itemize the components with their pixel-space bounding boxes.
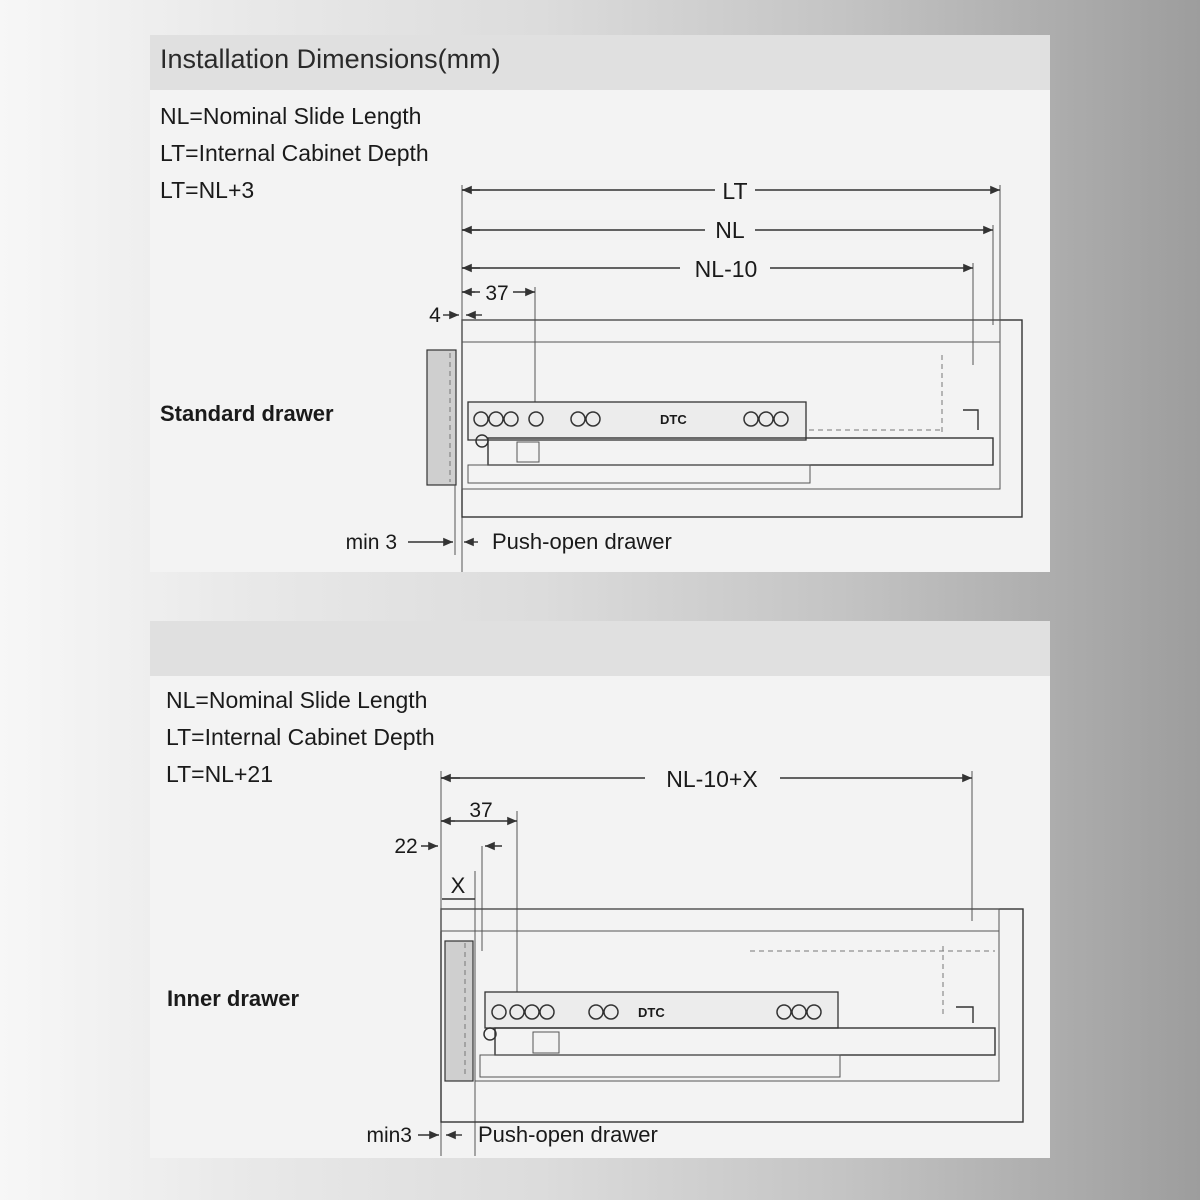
dimension-lt: LT — [722, 178, 748, 204]
dimension-22: 22 — [394, 835, 418, 858]
drawer-front-panel — [427, 350, 456, 485]
drawer-front-panel — [445, 941, 473, 1081]
brand-label: DTC — [660, 412, 687, 427]
definition-formula: LT=NL+3 — [160, 177, 255, 203]
dimension-min-3: min3 — [366, 1124, 412, 1147]
dimension-nl-minus-10-plus-x: NL-10+X — [666, 766, 758, 792]
cabinet-top-rail — [441, 909, 999, 931]
definition-formula: LT=NL+21 — [166, 761, 273, 787]
dimension-x: X — [450, 873, 466, 898]
drawer-type-label: Standard drawer — [160, 401, 334, 426]
dimension-nl-minus-10: NL-10 — [694, 256, 758, 282]
dimension-4: 4 — [429, 304, 441, 327]
definition-nl: NL=Nominal Slide Length — [160, 103, 422, 129]
drawer-bottom — [468, 465, 810, 483]
brand-label: DTC — [638, 1005, 665, 1020]
slide-rail — [488, 438, 993, 465]
dimension-min-3: min 3 — [345, 531, 397, 554]
push-open-label: Push-open drawer — [478, 1122, 658, 1147]
panel-title: Installation Dimensions(mm) — [160, 44, 501, 74]
dimension-nl: NL — [715, 217, 745, 243]
standard-drawer-diagram — [150, 35, 1050, 572]
standard-drawer-panel — [150, 35, 1050, 572]
drawer-type-label: Inner drawer — [167, 986, 300, 1011]
inner-drawer-panel — [150, 621, 1050, 1158]
definition-lt: LT=Internal Cabinet Depth — [160, 140, 429, 166]
drawer-bottom — [480, 1055, 840, 1077]
push-open-label: Push-open drawer — [492, 529, 672, 554]
definition-lt: LT=Internal Cabinet Depth — [166, 724, 435, 750]
dimension-37: 37 — [485, 282, 509, 305]
rear-bracket — [963, 410, 978, 430]
slide-rail — [495, 1028, 995, 1055]
definition-nl: NL=Nominal Slide Length — [166, 687, 428, 713]
inner-drawer-diagram — [150, 621, 1050, 1158]
rear-bracket — [956, 1007, 973, 1023]
cabinet-top-rail — [462, 320, 1000, 342]
slide-mechanism — [468, 402, 806, 440]
dimension-37: 37 — [469, 799, 493, 822]
